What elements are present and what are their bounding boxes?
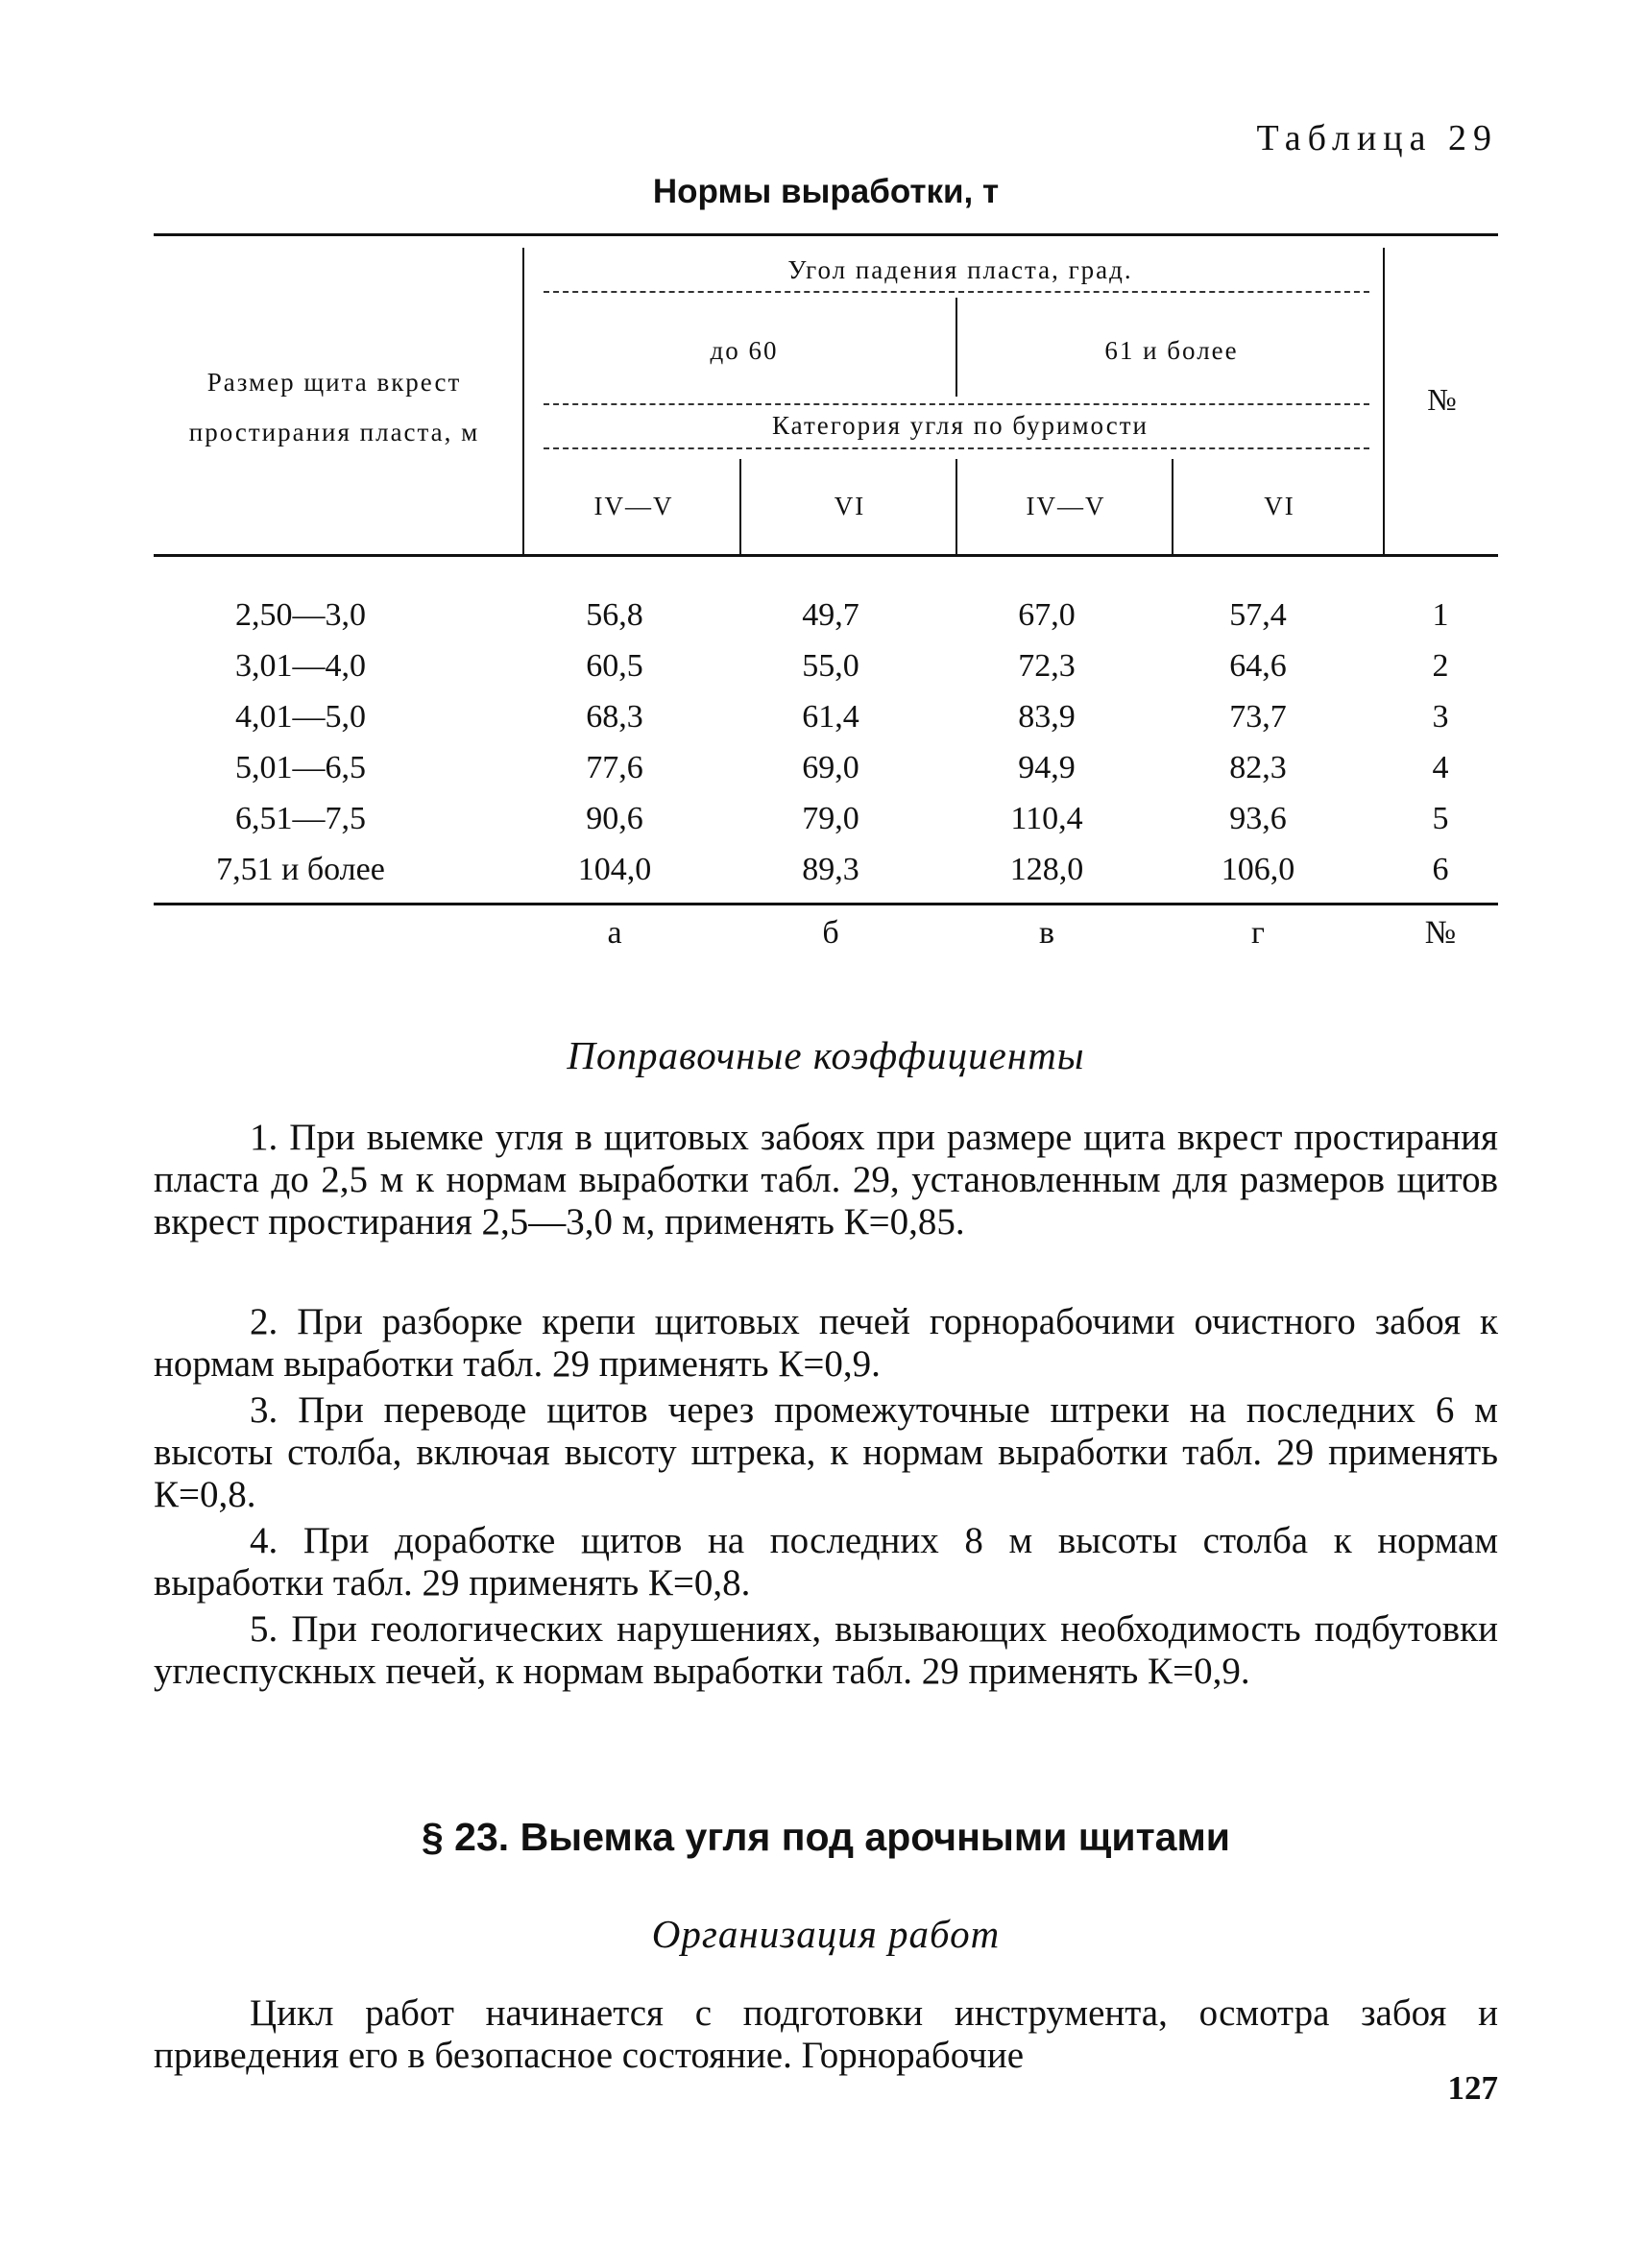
corrections-heading: Поправочные коэффициенты xyxy=(567,1033,1085,1077)
row-value: 93,6 xyxy=(1229,801,1287,836)
row-value: 89,3 xyxy=(802,852,859,887)
row-value: 73,7 xyxy=(1229,699,1287,735)
table-label: Таблица 29 xyxy=(1256,118,1498,158)
row-value: 82,3 xyxy=(1229,750,1287,785)
header-sub-col-2: VI xyxy=(834,492,866,520)
header-sub-col-1: IV—V xyxy=(593,492,674,520)
header-sub-col-4: VI xyxy=(1264,492,1295,520)
row-value: 69,0 xyxy=(802,750,859,785)
row-size: 3,01—4,0 xyxy=(235,648,366,684)
table-dash-1 xyxy=(544,291,1369,293)
row-value: 61,4 xyxy=(802,699,859,735)
section-heading: § 23. Выемка угля под арочными щитами xyxy=(421,1815,1230,1859)
header-angle-group: Угол падения пласта, град. xyxy=(787,255,1133,284)
row-number: 4 xyxy=(1432,750,1449,785)
header-sub-col-3: IV—V xyxy=(1026,492,1106,520)
row-value: 104,0 xyxy=(577,852,652,887)
table-title: Нормы выработки, т xyxy=(652,173,1000,210)
header-angle-61-plus: 61 и более xyxy=(1104,336,1239,365)
table-vline-sub3 xyxy=(1172,459,1173,555)
section-subheading: Организация работ xyxy=(651,1912,1001,1956)
row-value: 68,3 xyxy=(586,699,643,735)
correction-item-text: 5. При геологических нарушениях, вызывающих необходимость подбутовки углеспускных печей, к нормам выработки табл. 29 применять К=0,9. xyxy=(154,1608,1498,1692)
correction-item-3 xyxy=(154,1389,1498,1516)
row-value: 128,0 xyxy=(1009,852,1084,887)
column-letter-b: б xyxy=(822,915,839,951)
row-value: 106,0 xyxy=(1221,852,1295,887)
row-value: 55,0 xyxy=(802,648,859,684)
row-size: 5,01—6,5 xyxy=(235,750,366,785)
row-value: 94,9 xyxy=(1018,750,1076,785)
table-dash-2 xyxy=(544,403,1369,405)
correction-item-text: 1. При выемке угля в щитовых забоях при размере щита вкрест простирания пласта до 2,5 м к нормам выработки табл. 29, установленным для размеров щитов вкрест простирания 2,5—3,0 м, применять К=0,85. xyxy=(154,1117,1498,1243)
correction-item-text: 4. При доработке щитов на последних 8 м высоты столба к нормам выработки табл. 29 применять К=0,8. xyxy=(154,1520,1498,1604)
header-angle-to-60: до 60 xyxy=(710,336,779,365)
header-number-column: № xyxy=(1427,382,1459,417)
row-value: 64,6 xyxy=(1229,648,1287,684)
column-letter-number: № xyxy=(1424,915,1457,951)
table-body-bottom-rule xyxy=(154,903,1498,905)
row-value: 79,0 xyxy=(802,801,859,836)
row-number: 6 xyxy=(1432,852,1449,887)
header-coal-category: Категория угля по буримости xyxy=(772,411,1149,440)
correction-item-4 xyxy=(154,1520,1498,1604)
row-value: 110,4 xyxy=(1010,801,1083,836)
section-paragraph-text: Цикл работ начинается с подготовки инструмента, осмотра забоя и приведения его в безопасное состояние. Горнорабочие xyxy=(154,1992,1498,2076)
section-paragraph xyxy=(154,1992,1498,2077)
table-vline-sub1 xyxy=(739,459,741,555)
row-size: 2,50—3,0 xyxy=(235,597,366,633)
correction-item-2 xyxy=(154,1301,1498,1386)
correction-item-1 xyxy=(154,1117,1498,1243)
header-size-column: Размер щита вкрест простирания пласта, м xyxy=(188,368,480,446)
row-number: 1 xyxy=(1432,597,1449,633)
table-top-rule xyxy=(154,233,1498,236)
row-size: 4,01—5,0 xyxy=(235,699,366,735)
row-value: 49,7 xyxy=(802,597,859,633)
column-letter-g: г xyxy=(1251,915,1265,951)
row-number: 2 xyxy=(1432,648,1449,684)
correction-item-text: 3. При переводе щитов через промежуточные штреки на последних 6 м высоты столба, включая высоту штрека, к нормам выработки табл. 29 применять К=0,8. xyxy=(154,1389,1498,1515)
row-value: 72,3 xyxy=(1018,648,1076,684)
row-number: 5 xyxy=(1432,801,1449,836)
row-value: 60,5 xyxy=(586,648,643,684)
table-vline-right xyxy=(1383,248,1385,555)
table-vline-sub2 xyxy=(956,459,957,555)
table-vline-left xyxy=(522,248,524,555)
row-value: 57,4 xyxy=(1229,597,1287,633)
table-vline-group xyxy=(956,298,957,397)
row-value: 67,0 xyxy=(1018,597,1076,633)
table-header-bottom-rule xyxy=(154,554,1498,557)
row-value: 77,6 xyxy=(586,750,643,785)
row-value: 83,9 xyxy=(1018,699,1076,735)
column-letter-a: а xyxy=(607,915,622,951)
row-size: 6,51—7,5 xyxy=(235,801,366,836)
row-number: 3 xyxy=(1432,699,1449,735)
correction-item-5 xyxy=(154,1608,1498,1693)
row-value: 56,8 xyxy=(586,597,643,633)
correction-item-text: 2. При разборке крепи щитовых печей горнорабочими очистного забоя к нормам выработки табл. 29 применять К=0,9. xyxy=(154,1301,1498,1385)
column-letter-v: в xyxy=(1038,915,1055,951)
row-value: 90,6 xyxy=(586,801,643,836)
table-dash-3 xyxy=(544,447,1369,449)
row-size: 7,51 и более xyxy=(216,852,385,887)
page-number: 127 xyxy=(1447,2069,1498,2107)
